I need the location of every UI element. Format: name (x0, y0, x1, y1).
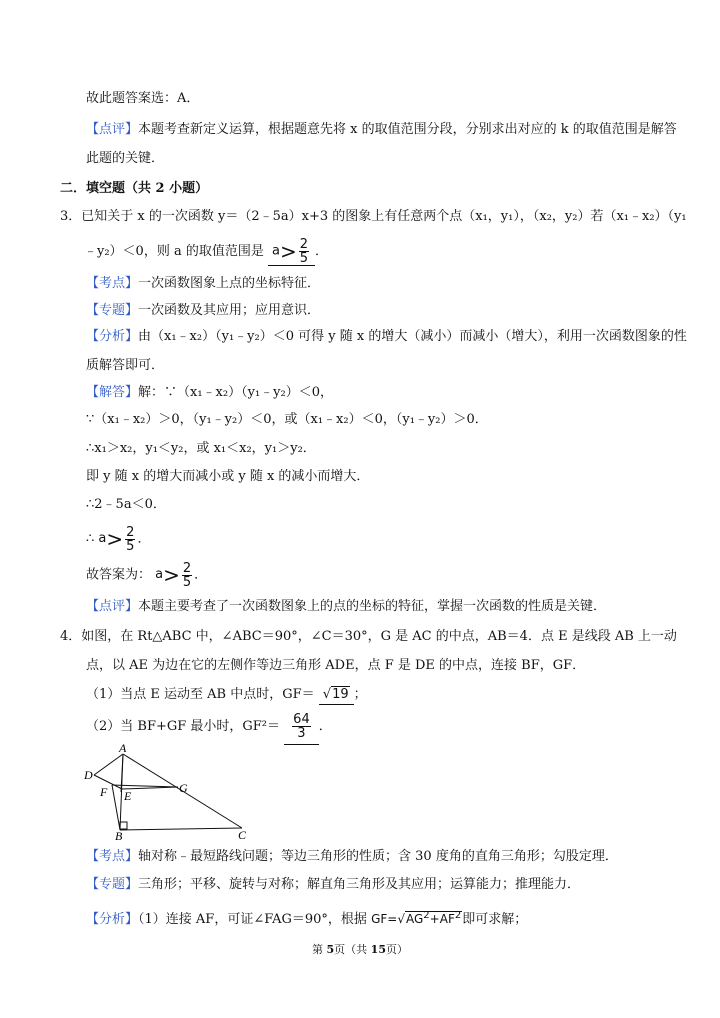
point-b-label: B (115, 829, 123, 842)
q3-text-2: ﹣y₂）＜0，则 a 的取值范围是 a> $\frac{2}{5}$ ． (84, 237, 329, 266)
answer-line: 故此题答案选：A． (86, 91, 200, 106)
q3-text-1: 3．已知关于 x 的一次函数 y＝（2﹣5a）x+3 的图象上有任意两个点（x₁，y₁），（x₂，y₂）若（x₁﹣x₂）（y₁ (60, 209, 687, 224)
review-tag: 【点评】 (86, 122, 139, 137)
q4-part1: （1）当点 E 运动至 AB 中点时，GF＝ √19 ； (86, 686, 367, 705)
zhuanti-line: 【专题】一次函数及其应用；应用意识． (86, 303, 321, 318)
point-d-label: D (84, 768, 93, 782)
review-line: 【点评】本题考查新定义运算，根据题意先将 x 的取值范围分段，分别求出对应的 k 的取值范围是解答 (86, 122, 677, 137)
fenxi-line-2: 质解答即可． (86, 358, 165, 373)
q4-text-1: 4．如图，在 Rt△ABC 中，∠ABC＝90°，∠C＝30°，G 是 AC 的中点，AB＝4．点 E 是线段 AB 上一动 (60, 629, 677, 644)
final-answer-line: 故答案为： a> $\frac{2}{5}$ ． (86, 560, 208, 590)
point-a-label: A (119, 742, 127, 755)
q4-part2-answer: $\frac{64}{3}$ (284, 710, 319, 745)
point-g-label: G (179, 781, 188, 795)
jieda-line: 【解答】解：∵（x₁﹣x₂）（y₁﹣y₂）＜0， (86, 385, 333, 400)
solution-step-5: ∴ a> $\frac{2}{5}$ ． (86, 524, 151, 554)
fenxi4-line: 【分析】（1）连接 AF，可证∠FAG＝90°，根据 $GF=√AG^2+AF^2$即可求解； (86, 910, 528, 927)
solution-step-1: ∵（x₁﹣x₂）＞0，（y₁﹣y₂）＜0，或（x₁﹣x₂）＜0，（y₁﹣y₂）＞0． (86, 412, 488, 427)
page-footer: 第 5页（共 15页） (312, 943, 408, 956)
fenxi-line: 【分析】由（x₁﹣x₂）（y₁﹣y₂）＜0 可得 y 随 x 的增大（减小）而减小（增大），利用一次函数图象的性 (86, 329, 687, 344)
triangle-figure (80, 742, 260, 842)
point-c-label: C (238, 828, 247, 842)
gf-formula: $GF=√AG^2+AF^2$ (371, 910, 462, 926)
q4-part1-answer: √19 (319, 686, 354, 705)
kaodian4-line: 【考点】轴对称﹣最短路线问题；等边三角形的性质；含 30 度角的直角三角形；勾股定理． (86, 849, 618, 864)
zhuanti4-line: 【专题】三角形；平移、旋转与对称；解直角三角形及其应用；运算能力；推理能力． (86, 877, 581, 892)
section-heading: 二．填空题（共 2 小题） (60, 181, 209, 196)
solution-step-2: ∴x₁＞x₂，y₁＜y₂，或 x₁＜x₂，y₁＞y₂． (86, 441, 316, 456)
solution-step-4: ∴2﹣5a＜0． (86, 497, 166, 512)
solution-step-3: 即 y 随 x 的增大而减小或 y 随 x 的减小而增大． (86, 469, 370, 484)
point-f-label: F (100, 785, 108, 799)
dianping-line: 【点评】本题主要考查了一次函数图象上的点的坐标的特征，掌握一次函数的性质是关键． (86, 599, 607, 614)
review-line-2: 此题的关键． (86, 151, 165, 166)
q3-answer: a> $\frac{2}{5}$ (268, 238, 315, 266)
q4-part2: （2）当 BF+GF 最小时，GF²＝ $\frac{64}{3}$ ． (86, 710, 332, 745)
point-e-label: E (124, 789, 132, 803)
q4-text-2: 点，以 AE 为边在它的左侧作等边三角形 ADE，点 F 是 DE 的中点，连接 BF，GF． (86, 658, 586, 673)
kaodian-line: 【考点】一次函数图象上点的坐标特征． (86, 276, 321, 291)
